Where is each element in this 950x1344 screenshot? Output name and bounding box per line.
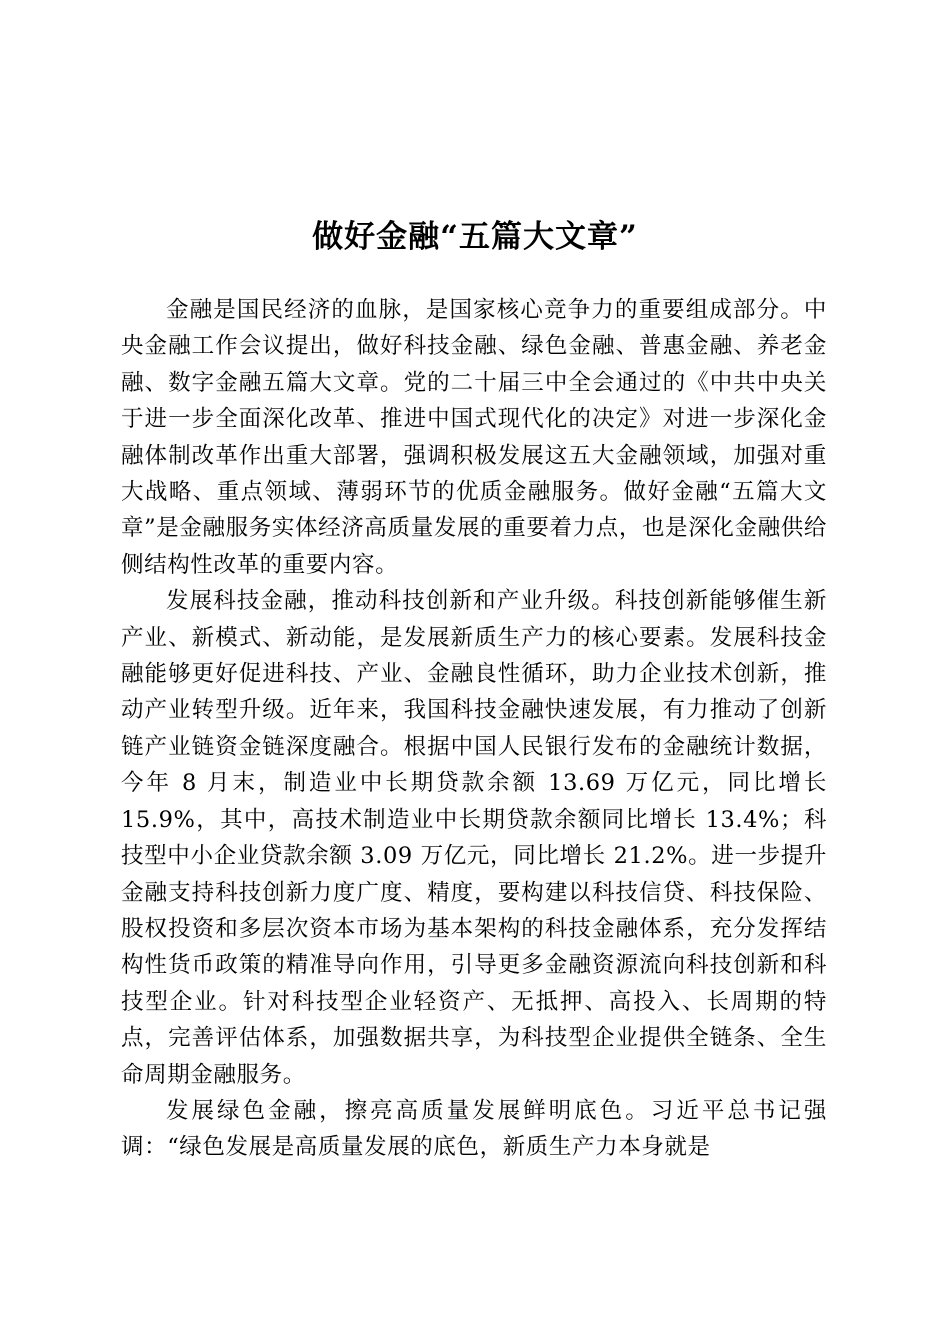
- paragraph-tech-finance: 发展科技金融，推动科技创新和产业升级。科技创新能够催生新产业、新模式、新动能，是发展新质生产力的核心要素。发展科技金融能够更好促进科技、产业、金融良性循环，助力企业技术创新，推动产业转型升级。近年来，我国科技金融快速发展，有力推动了创新链产业链资金链深度融合。根据中国人民银行发布的金融统计数据，今年 8 月末，制造业中长期贷款余额 13.69 万亿元，同比增长 15.9%，其中，高技术制造业中长期贷款余额同比增长 13.4%；科技型中小企业贷款余额 3.09 万亿元，同比增长 21.2%。进一步提升金融支持科技创新力度广度、精度，要构建以科技信贷、科技保险、股权投资和多层次资本市场为基本架构的科技金融体系，充分发挥结构性货币政策的精准导向作用，引导更多金融资源流向科技创新和科技型企业。针对科技型企业轻资产、无抵押、高投入、长周期的特点，完善评估体系，加强数据共享，为科技型企业提供全链条、全生命周期金融服务。: [121, 588, 827, 1088]
- paragraph-intro: 金融是国民经济的血脉，是国家核心竞争力的重要组成部分。中央金融工作会议提出，做好科技金融、绿色金融、普惠金融、养老金融、数字金融五篇大文章。党的二十届三中全会通过的《中共中央关于进一步全面深化改革、推进中国式现代化的决定》对进一步深化金融体制改革作出重大部署，强调积极发展这五大金融领域，加强对重大战略、重点领域、薄弱环节的优质金融服务。做好金融“五篇大文章”是金融服务实体经济高质量发展的重要着力点，也是深化金融供给侧结构性改革的重要内容。: [121, 297, 827, 578]
- document-body: [121, 292, 827, 1166]
- paragraph-green-finance: 发展绿色金融，擦亮高质量发展鲜明底色。习近平总书记强调：“绿色发展是高质量发展的底色，新质生产力本身就是: [121, 1097, 827, 1161]
- document-title: 做好金融“五篇大文章”: [312, 218, 638, 255]
